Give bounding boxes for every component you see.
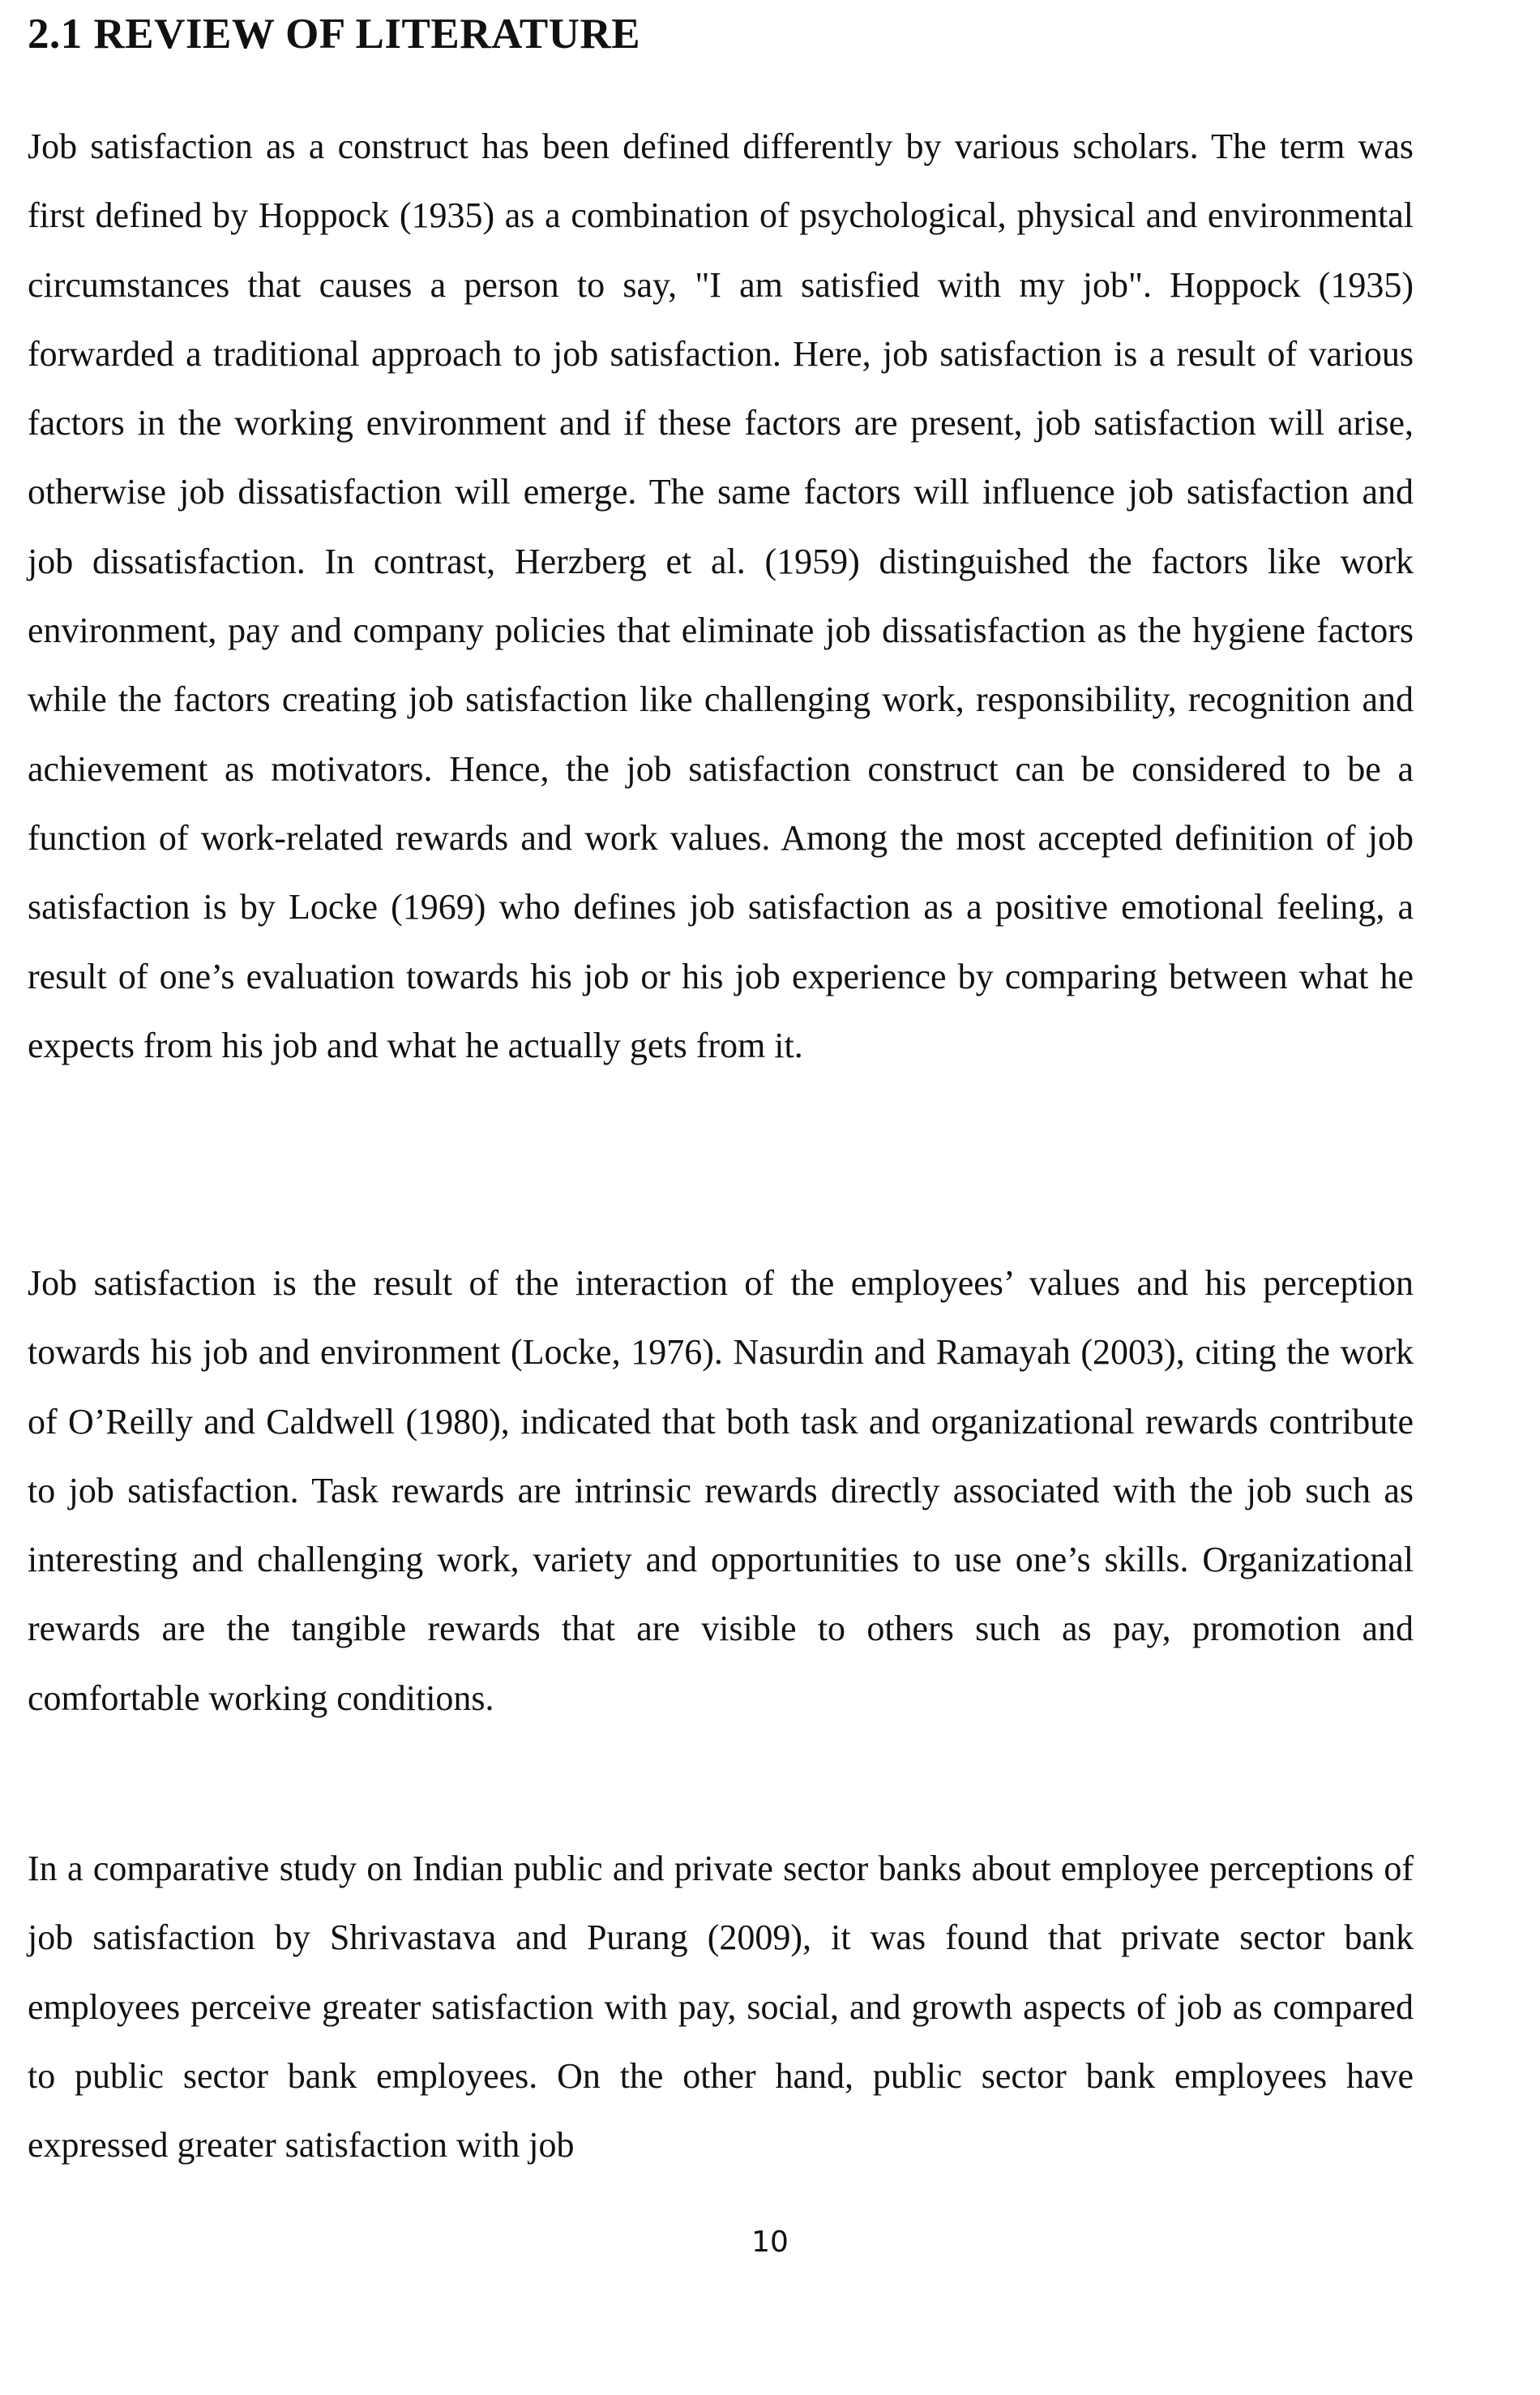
page-number: 10 [751, 2226, 789, 2259]
paragraph-3: In a comparative study on Indian public and private sector banks about employee perceptions of job satisfaction by Shrivastava and Purang (2009), it was found that private sector bank employees perceive greater satisfaction with pay, social, and growth aspects of job as compared to public sector bank employees. On the other hand, public sector bank employees have expressed greater satisfaction with job [28, 1849, 1414, 2166]
paragraph-1: Job satisfaction as a construct has been defined differently by various scholars. The term was first defined by Hoppock (1935) as a combination of psychological, physical and environmental circumstances that causes a person to say, "I am satisfied with my job". Hoppock (1935) forwarded a traditional approach to job satisfaction. Here, job satisfaction is a result of various factors in the working environment and if these factors are present, job satisfaction will arise, otherwise job dissatisfaction will emerge. The same factors will influence job satisfaction and job dissatisfaction. In contrast, Herzberg et al. (1959) distinguished the factors like work environment, pay and company policies that eliminate job dissatisfaction as the hygiene factors while the factors creating job satisfaction like challenging work, responsibility, recognition and achievement as motivators. Hence, the job satisfaction construct can be considered to be a function of work-related rewards and work values. Among the most accepted definition of job satisfaction is by Locke (1969) who defines job satisfaction as a positive emotional feeling, a result of one’s evaluation towards his job or his job experience by comparing between what he expects from his job and what he actually gets from it. [28, 126, 1414, 1065]
paragraph-2: Job satisfaction is the result of the interaction of the employees’ values and his perception towards his job and environment (Locke, 1976). Nasurdin and Ramayah (2003), citing the work of O’Reilly and Caldwell (1980), indicated that both task and organizational rewards contribute to job satisfaction. Task rewards are intrinsic rewards directly associated with the job such as interesting and challenging work, variety and opportunities to use one’s skills. Organizational rewards are the tangible rewards that are visible to others such as pay, promotion and comfortable working conditions. [28, 1263, 1414, 1718]
section-heading: 2.1 REVIEW OF LITERATURE [28, 11, 641, 58]
